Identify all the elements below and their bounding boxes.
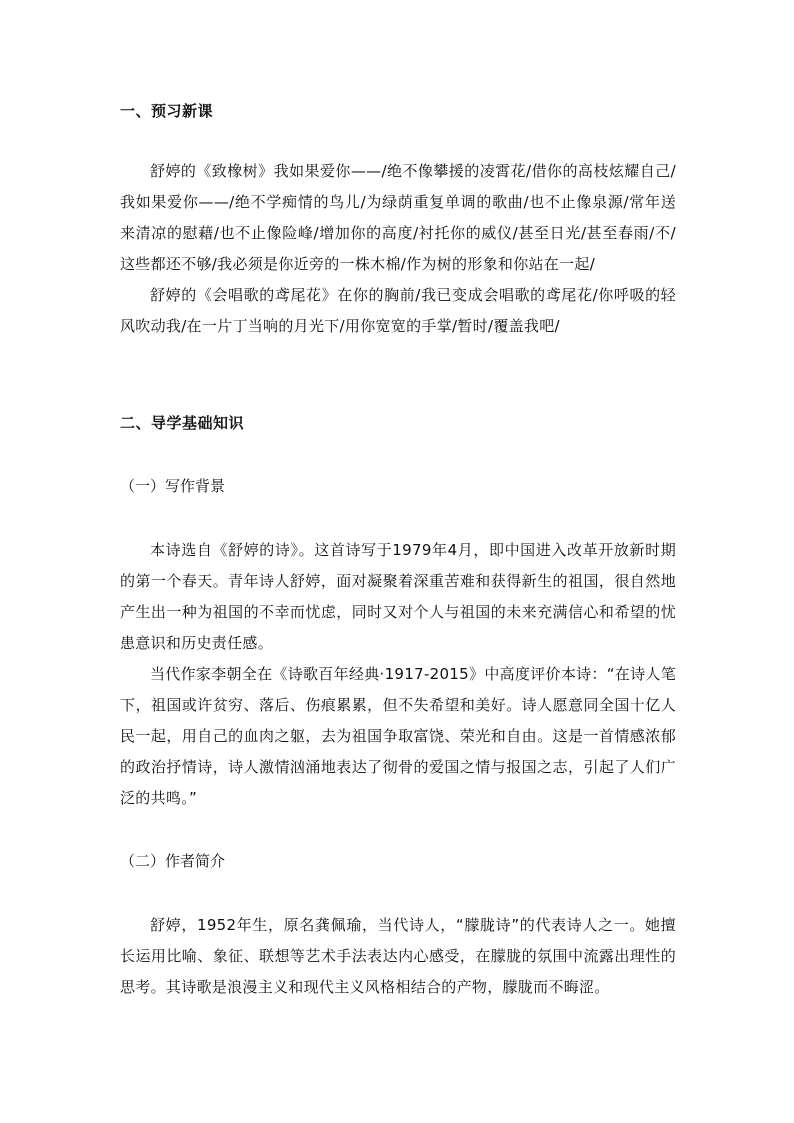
subsection-author-heading-block (120, 851, 676, 871)
section-basics-heading-block (120, 413, 676, 433)
section-preview-heading-block (120, 101, 676, 121)
subsection-heading: （一）写作背景 (120, 477, 226, 495)
poem-paragraph-zhixiangshu: 舒婷的《致橡树》我如果爱你——/绝不像攀援的凌霄花/借你的高枝炫耀自己/我如果爱你——/绝不学痴情的鸟儿/为绿荫重复单调的歌曲/也不止像泉源/常年送来清凉的慰藉/也不止像险峰/增加你的高度/衬托你的威仪/甚至日光/甚至春雨/不/这些都还不够/我必须是你近旁的一株木棉/作为树的形象和你站在一起/ (120, 162, 676, 273)
poem-paragraph-yuanweihua: 舒婷的《会唱歌的鸢尾花》在你的胸前/我已变成会唱歌的鸢尾花/你呼吸的轻风吹动我/在一片丁当响的月光下/用你宽宽的手掌/暂时/覆盖我吧/ (120, 286, 676, 335)
subsection-heading: （二）作者简介 (120, 852, 226, 870)
section-heading: 一、预习新课 (120, 102, 214, 120)
subsection-background-heading-block (120, 476, 676, 496)
subsection-background-body (120, 535, 676, 814)
background-paragraph: 本诗选自《舒婷的诗》。这首诗写于1979年4月，即中国进入改革开放新时期的第一个春天。青年诗人舒婷，面对凝聚着深重苦难和获得新生的祖国，很自然地产生出一种为祖国的不幸而忧虑，同时又对个人与祖国的未来充满信心和希望的忧患意识和历史责任感。 (120, 541, 676, 652)
section-heading: 二、导学基础知识 (120, 414, 245, 432)
subsection-author-body (120, 910, 676, 1003)
critique-paragraph: 当代作家李朝全在《诗歌百年经典·1917-2015》中高度评价本诗：“在诗人笔下，祖国或许贫穷、落后、伤痕累累，但不失希望和美好。诗人愿意同全国十亿人民一起，用自己的血肉之躯，去为祖国争取富饶、荣光和自由。这是一首情感浓郁的政治抒情诗，诗人激情汹涌地表达了彻骨的爱国之情与报国之志，引起了人们广泛的共鸣。” (120, 665, 677, 807)
author-paragraph: 舒婷，1952年生，原名龚佩瑜，当代诗人，“朦胧诗”的代表诗人之一。她擅长运用比喻、象征、联想等艺术手法表达内心感受，在朦胧的氛围中流露出理性的思考。其诗歌是浪漫主义和现代主义风格相结合的产物，朦胧而不晦涩。 (120, 916, 676, 996)
section-preview-body (120, 156, 676, 342)
